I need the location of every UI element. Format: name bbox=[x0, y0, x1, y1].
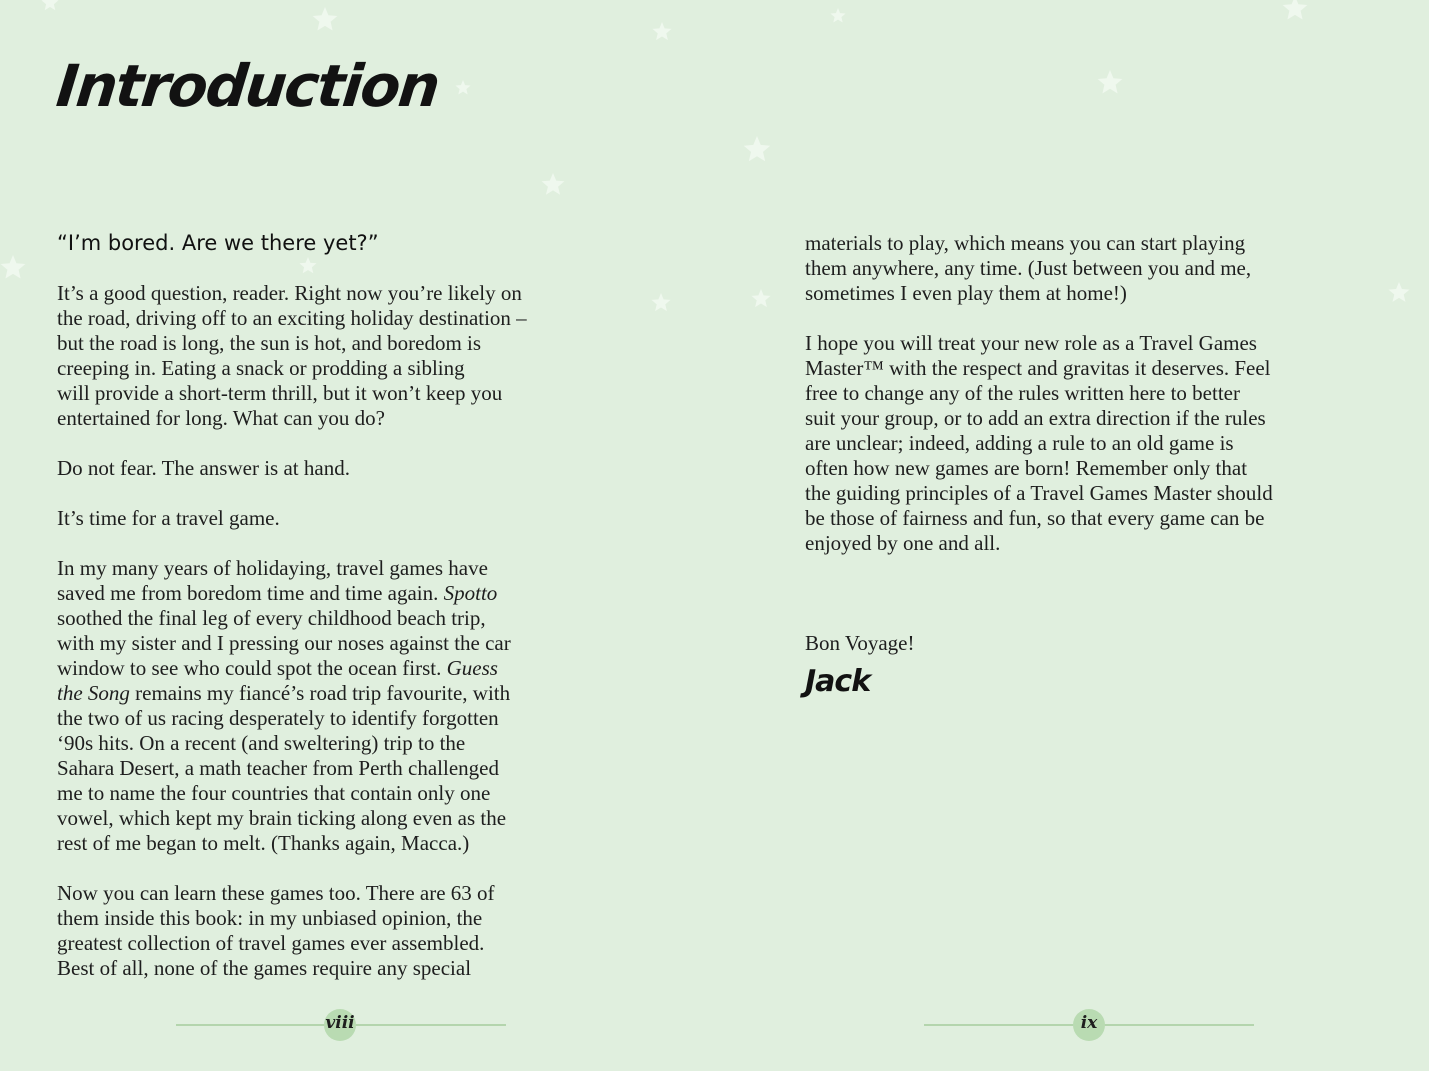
star-icon bbox=[1, 255, 26, 279]
paragraph-7: I hope you will treat your new role as a Travel Games Master™ with the respect and gravitas it deserves. Feel free to change any of the rules written here to better suit your group, or to add an extra direction if the rules are unclear; indeed, adding a rule to an old game is often how new games are born! Remember only that the guiding principles of a Travel Games Master should be those of fairness and fun, so that every game can be enjoyed by one and all. bbox=[805, 331, 1273, 555]
signature: Jack bbox=[805, 664, 871, 699]
paragraph-4-text-a: In my many years of holidaying, travel games have saved me from boredom time and time again. bbox=[57, 556, 488, 605]
star-icon bbox=[752, 289, 771, 307]
star-icon bbox=[744, 136, 771, 161]
paragraph-4-text-b: soothed the final leg of every childhood beach trip, with my sister and I pressing our noses against the car window to see who could spot the ocean first. bbox=[57, 606, 511, 680]
game-title-guess-the-song: Guess the Song bbox=[57, 656, 498, 705]
paragraph-1: It’s a good question, reader. Right now you’re likely on the road, driving off to an exciting holiday destination – but the road is long, the sun is hot, and boredom is creeping in. Eating a snack or prodding a sibling will provide a short-term thrill, but it won’t keep you entertained for long. What can you do? bbox=[57, 281, 527, 430]
page-number-right bbox=[924, 1008, 1254, 1042]
star-icon bbox=[455, 80, 470, 95]
star-icon bbox=[830, 8, 845, 23]
page-number-left-label: viii bbox=[325, 1013, 355, 1033]
game-title-spotto: Spotto bbox=[443, 581, 498, 605]
signoff: Bon Voyage! bbox=[805, 631, 915, 655]
right-column bbox=[805, 231, 1395, 702]
paragraph-6: materials to play, which means you can start playing them anywhere, any time. (Just between you and me, sometimes I even play them at home!) bbox=[805, 231, 1252, 305]
subheading: “I’m bored. Are we there yet?” bbox=[57, 231, 379, 255]
page-number-right-label: ix bbox=[1080, 1013, 1098, 1033]
left-column bbox=[57, 226, 647, 1006]
page-title: Introduction bbox=[53, 52, 442, 120]
star-icon bbox=[1283, 0, 1308, 20]
paragraph-4-text-c: remains my fiancé’s road trip favourite, with the two of us racing desperately to identify forgotten ‘90s hits. On a recent (and sweltering) trip to the Sahara Desert, a math teacher from Perth challenged me to name the four countries that contain only one vowel, which kept my brain ticking along even as the rest of me began to melt. (Thanks again, Macca.) bbox=[57, 681, 511, 855]
paragraph-4 bbox=[57, 556, 647, 856]
star-icon bbox=[542, 173, 565, 195]
star-icon bbox=[41, 0, 58, 10]
star-icon bbox=[653, 22, 672, 40]
paragraph-3: It’s time for a travel game. bbox=[57, 506, 280, 530]
paragraph-5: Now you can learn these games too. There are 63 of them inside this book: in my unbiased opinion, the greatest collection of travel games ever assembled. Best of all, none of the games require any special bbox=[57, 881, 495, 980]
paragraph-2: Do not fear. The answer is at hand. bbox=[57, 456, 350, 480]
star-icon bbox=[1098, 70, 1123, 94]
star-icon bbox=[652, 293, 671, 311]
star-icon bbox=[313, 7, 338, 31]
page-number-left bbox=[176, 1008, 506, 1042]
